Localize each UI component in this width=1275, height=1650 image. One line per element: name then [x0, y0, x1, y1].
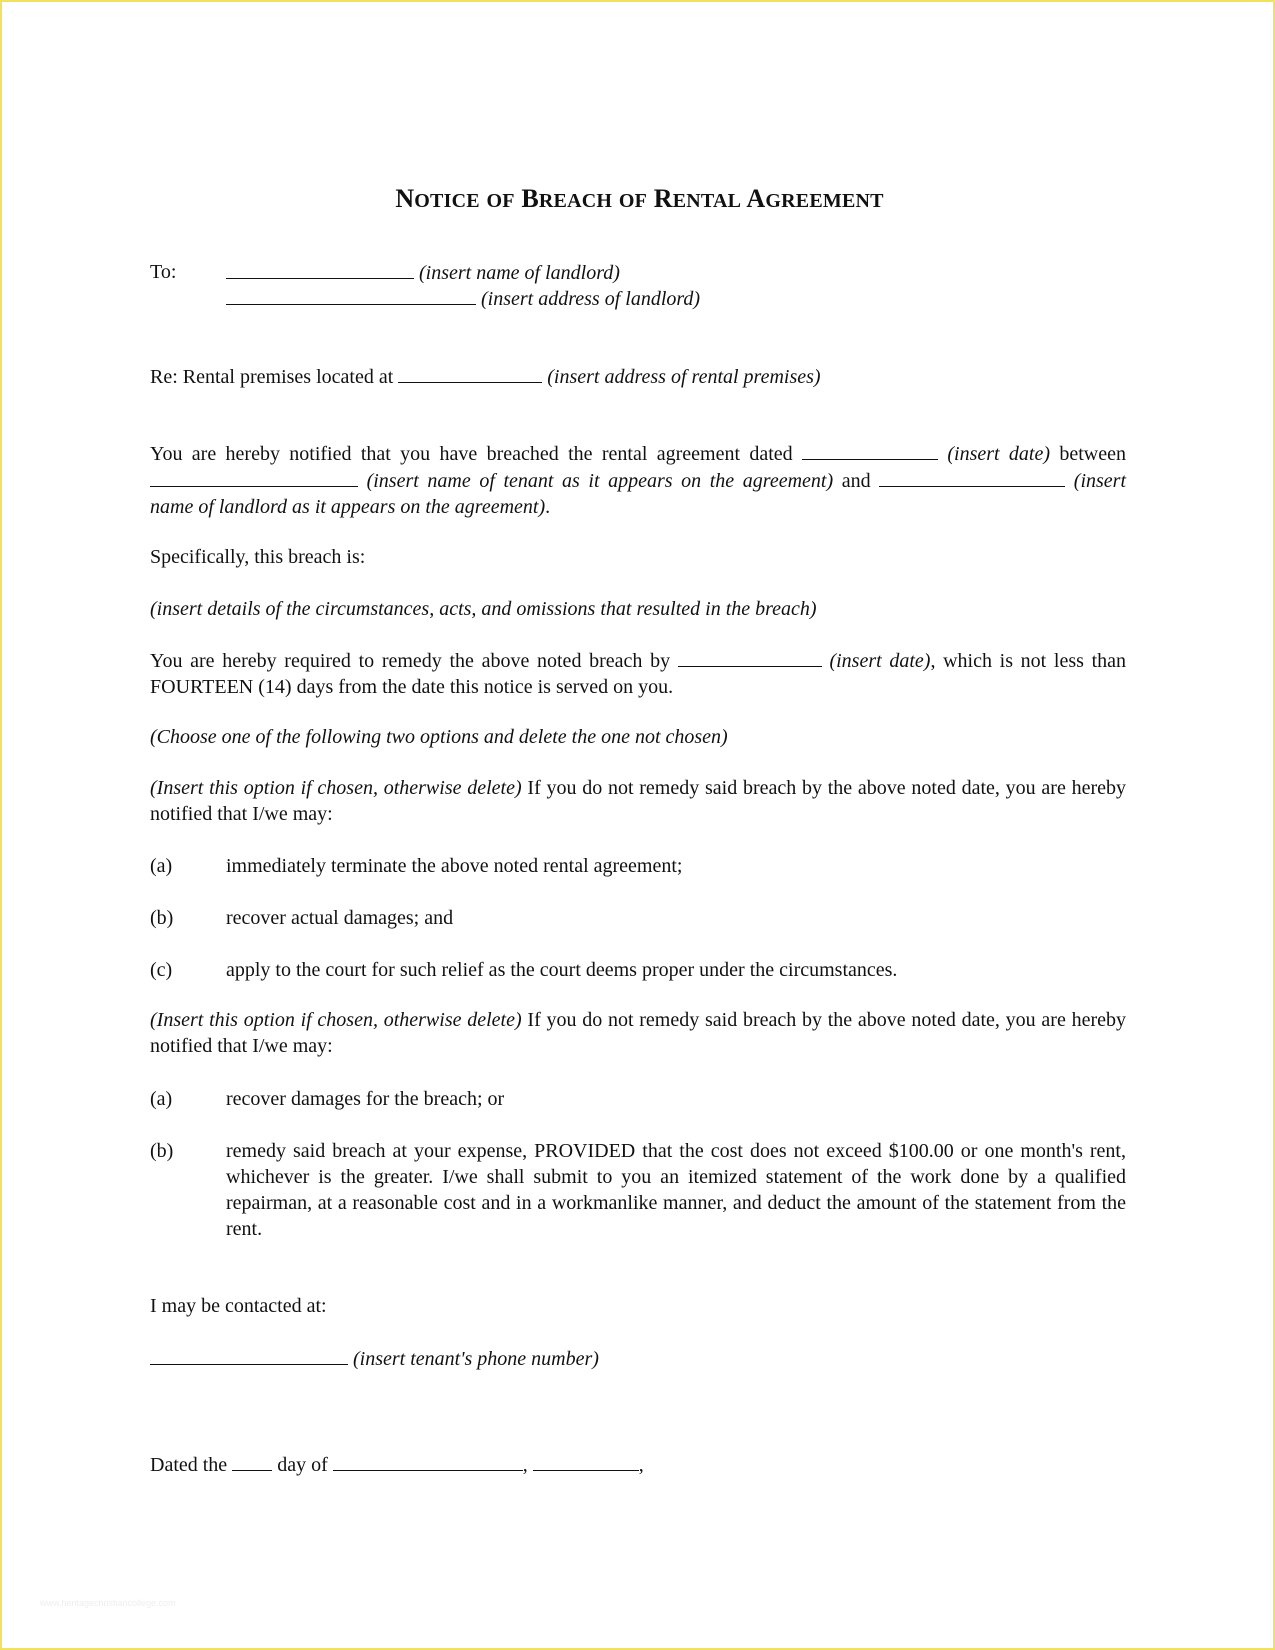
dated-day-blank[interactable] [232, 1451, 272, 1471]
tenant-phone-blank[interactable] [150, 1345, 348, 1365]
option1-item-c: (c) apply to the court for such relief as the court deems proper under the circumstances. [150, 959, 898, 981]
remedy-date-blank[interactable] [678, 647, 822, 667]
specifically-text: Specifically, this breach is: [150, 546, 366, 568]
landlord-address-line [226, 285, 700, 312]
landlord-address-hint: (insert address of landlord) [481, 288, 701, 310]
dated-month-blank[interactable] [333, 1451, 523, 1471]
contact-text: I may be contacted at: [150, 1295, 327, 1317]
landlord-agreement-name-blank[interactable] [879, 467, 1065, 487]
dated-line: Dated the day of , , [150, 1451, 1126, 1478]
breach-notice-paragraph: You are hereby notified that you have breached the rental agreement dated (insert date) between (insert name of tenant as it appears on the agreement) and (insert name of landlord as it appears on the agreement). [150, 440, 1126, 520]
document-title: NOTICE OF BREACH OF RENTAL AGREEMENT [395, 184, 884, 213]
breach-details-hint: (insert details of the circumstances, acts, and omissions that resulted in the breach) [150, 598, 817, 620]
choose-options-hint: (Choose one of the following two options and delete the one not chosen) [150, 726, 728, 748]
dated-year-blank[interactable] [533, 1451, 639, 1471]
option2-item-a: (a) recover damages for the breach; or [150, 1088, 505, 1110]
option1-item-b: (b) recover actual damages; and [150, 907, 454, 929]
remedy-paragraph: You are hereby required to remedy the above noted breach by (insert date), which is not less than FOURTEEN (14) days from the date this notice is served on you. [150, 647, 1126, 700]
contact-phone-line: (insert tenant's phone number) [150, 1345, 1126, 1372]
option1-intro: (Insert this option if chosen, otherwise delete) If you do not remedy said breach by the above noted date, you are hereby notified that I/we may: [150, 777, 1126, 825]
premises-address-blank[interactable] [398, 363, 542, 383]
tenant-name-blank[interactable] [150, 467, 358, 487]
landlord-name-line [226, 259, 620, 286]
option1-item-a: (a) immediately terminate the above noted rental agreement; [150, 855, 683, 877]
re-line: Re: Rental premises located at (insert address of rental premises) [150, 363, 1126, 390]
landlord-name-hint: (insert name of landlord) [419, 262, 620, 284]
option2-item-b: (b) remedy said breach at your expense, PROVIDED that the cost does not exceed $100.00 or one month's rent, whichever is the greater. I/we shall submit to you an itemized statement of the work done by a qualified repairman, at a reasonable cost and in a workmanlike manner, and deduct the amount of the statement from the rent. [150, 1140, 1126, 1240]
option2-intro: (Insert this option if chosen, otherwise delete) If you do not remedy said breach by the above noted date, you are hereby notified that I/we may: [150, 1009, 1126, 1057]
watermark-text: www.heritagechristiancollege.com [40, 1598, 176, 1608]
landlord-address-blank[interactable] [226, 285, 476, 305]
to-label: To: [150, 261, 177, 283]
landlord-name-blank[interactable] [226, 259, 414, 279]
agreement-date-blank[interactable] [802, 440, 938, 460]
